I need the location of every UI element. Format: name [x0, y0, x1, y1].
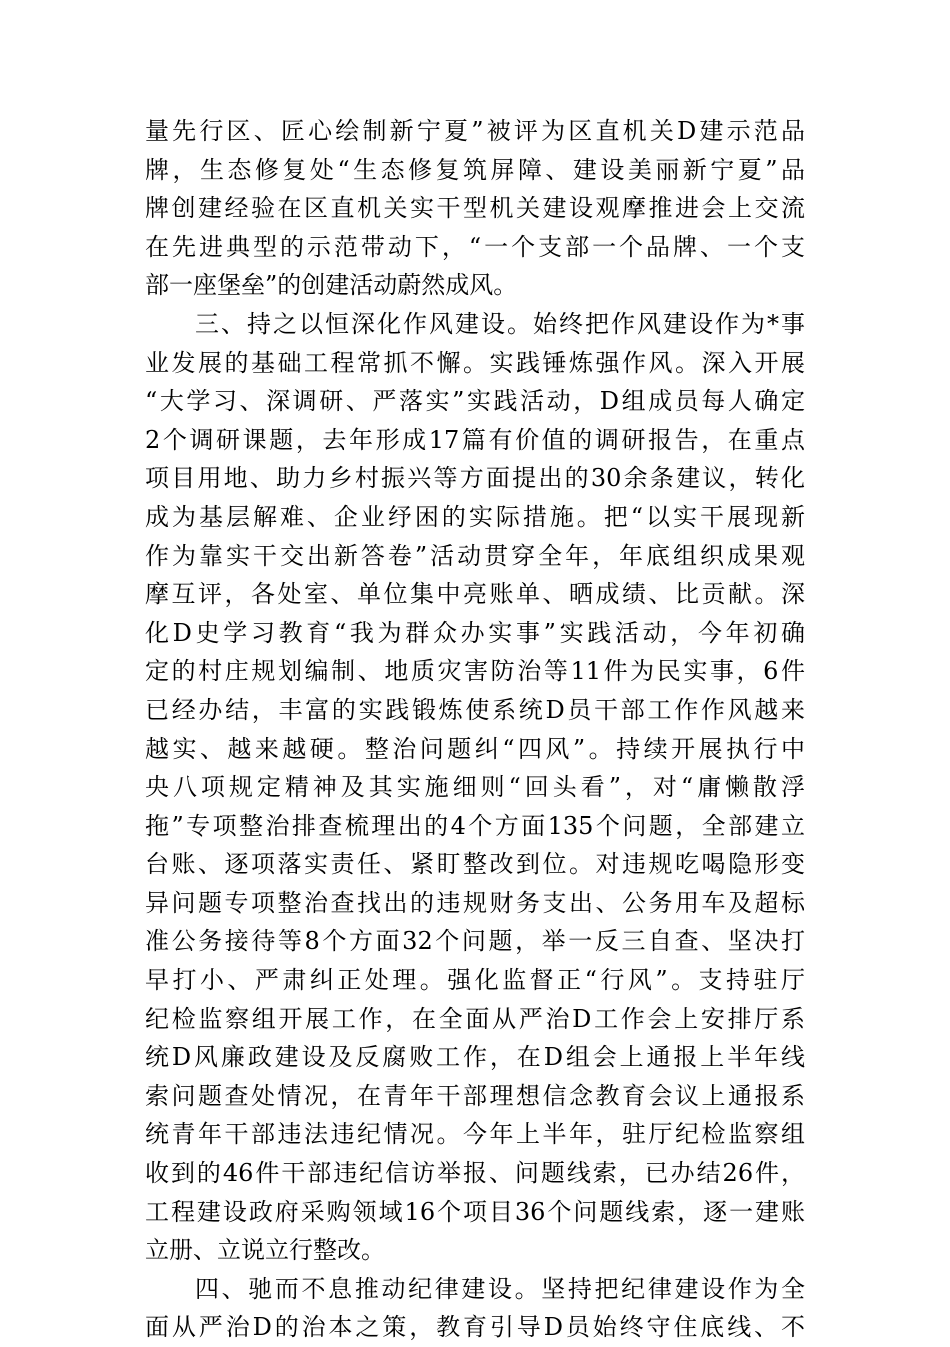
text-line: 索问题查处情况，在青年干部理想信念教育会议上通报系	[145, 1081, 805, 1110]
text-line: 项目用地、助力乡村振兴等方面提出的30余条建议，转化	[145, 464, 805, 493]
text-line: 作为靠实干交出新答卷”活动贯穿全年，年底组织成果观	[145, 541, 805, 570]
text-line: 早打小、严肃纠正处理。强化监督正“行风”。支持驻厅	[145, 966, 805, 995]
text-line: 统D风廉政建设及反腐败工作，在D组会上通报上半年线	[145, 1043, 805, 1072]
text-line: 业发展的基础工程常抓不懈。实践锤炼强作风。深入开展	[145, 348, 805, 377]
text-line: 台账、逐项落实责任、紧盯整改到位。对违规吃喝隐形变	[145, 850, 805, 879]
text-line: 准公务接待等8个方面32个问题，举一反三自查、坚决打	[145, 927, 805, 956]
section-3-heading-line: 三、持之以恒深化作风建设。始终把作风建设作为*事	[195, 309, 805, 338]
text-line: 化D史学习教育“我为群众办实事”实践活动，今年初确	[145, 618, 805, 647]
text-line: 牌，生态修复处“生态修复筑屏障、建设美丽新宁夏”品	[145, 155, 805, 184]
section-4-heading-line: 四、驰而不息推动纪律建设。坚持把纪律建设作为全	[195, 1274, 805, 1303]
text-line: 工程建设政府采购领域16个项目36个问题线索，逐一建账	[145, 1197, 805, 1226]
text-line: 牌创建经验在区直机关实干型机关建设观摩推进会上交流	[145, 194, 805, 223]
document-body	[145, 112, 805, 1347]
text-line: 央八项规定精神及其实施细则“回头看”，对“庸懒散浮	[145, 773, 805, 802]
text-line: 在先进典型的示范带动下，“一个支部一个品牌、一个支	[145, 232, 805, 261]
text-line: 统青年干部违法违纪情况。今年上半年，驻厅纪检监察组	[145, 1120, 805, 1149]
text-line: 拖”专项整治排查梳理出的4个方面135个问题，全部建立	[145, 811, 805, 840]
text-line: 纪检监察组开展工作，在全面从严治D工作会上安排厅系	[145, 1004, 805, 1033]
text-line: 面从严治D的治本之策，教育引导D员始终守住底线、不	[145, 1313, 805, 1342]
text-line: 2个调研课题，去年形成17篇有价值的调研报告，在重点	[145, 425, 805, 454]
text-line: 立册、立说立行整改。	[145, 1236, 385, 1265]
text-line: 收到的46件干部违纪信访举报、问题线索，已办结26件，	[145, 1159, 805, 1188]
text-line: 摩互评，各处室、单位集中亮账单、晒成绩、比贡献。深	[145, 580, 805, 609]
text-line: 部一座堡垒”的创建活动蔚然成风。	[145, 271, 518, 300]
text-line: 越实、越来越硬。整治问题纠“四风”。持续开展执行中	[145, 734, 805, 763]
text-line: “大学习、深调研、严落实”实践活动，D组成员每人确定	[145, 387, 805, 416]
text-line: 异问题专项整治查找出的违规财务支出、公务用车及超标	[145, 888, 805, 917]
text-line: 成为基层解难、企业纾困的实际措施。把“以实干展现新	[145, 502, 805, 531]
text-line: 定的村庄规划编制、地质灾害防治等11件为民实事，6件	[145, 657, 805, 686]
text-line: 量先行区、匠心绘制新宁夏”被评为区直机关D建示范品	[145, 117, 805, 145]
text-line: 已经办结，丰富的实践锻炼使系统D员干部工作作风越来	[145, 695, 805, 724]
